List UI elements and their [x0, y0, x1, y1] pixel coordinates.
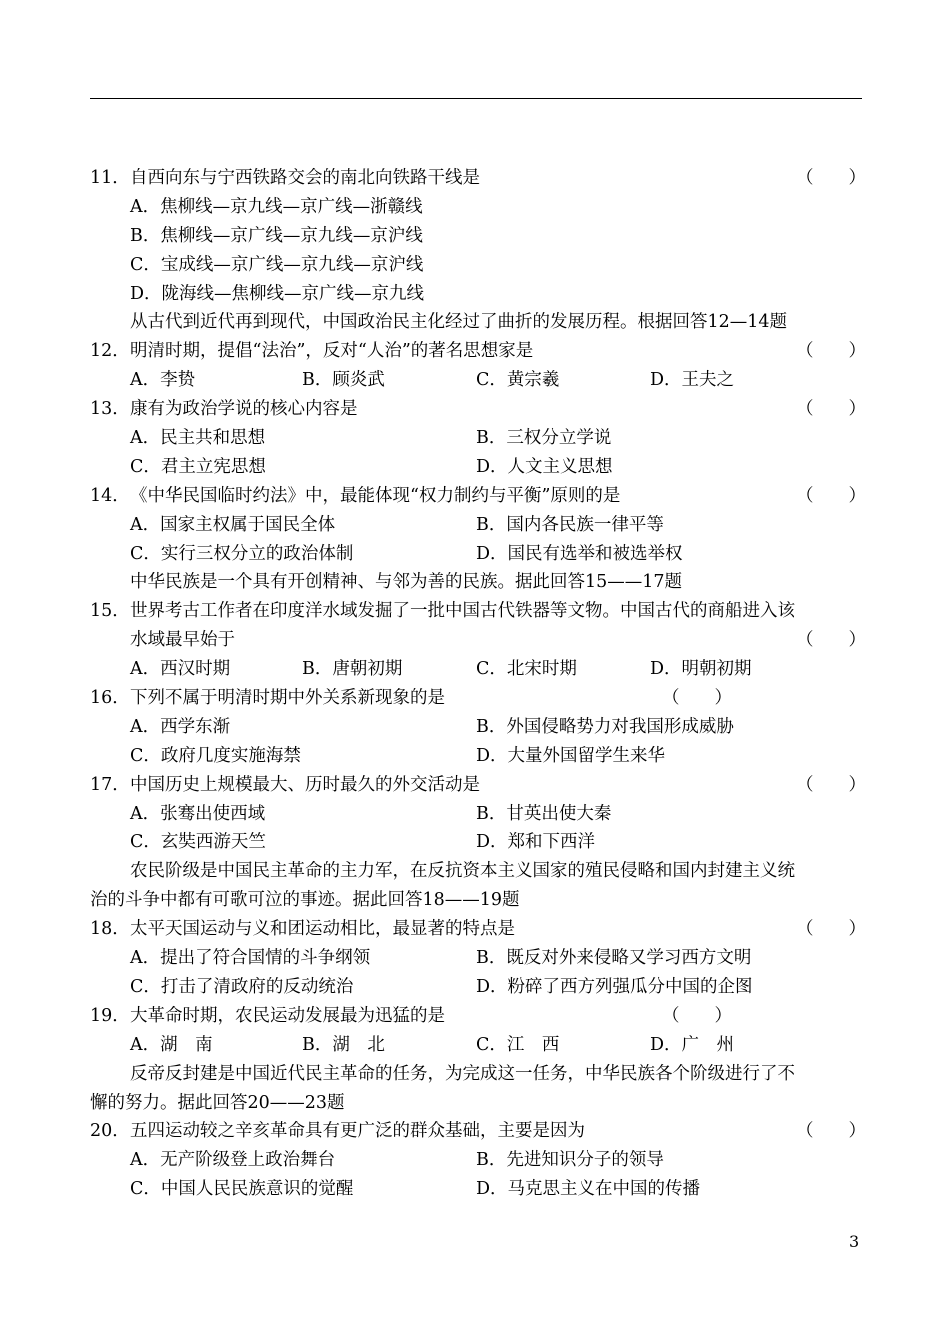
- question-18: [90, 915, 866, 944]
- answer-blank: （ ）: [796, 1121, 866, 1142]
- option-c: C．玄奘西游天竺: [130, 832, 266, 853]
- option-row: [90, 713, 862, 742]
- option-row: [90, 828, 862, 857]
- option-row: [90, 424, 862, 453]
- question-number: 17．: [90, 774, 130, 795]
- section-intro: [90, 1060, 862, 1089]
- question-stem: 明清时期，提倡“法治”，反对“人治”的著名思想家是: [130, 341, 534, 362]
- answer-blank: （ ）: [796, 399, 866, 420]
- option-a: A．焦柳线—京九线—京广线—浙赣线: [130, 196, 423, 217]
- question-number: 11．: [90, 168, 130, 188]
- question-number: 20．: [90, 1121, 130, 1142]
- question-19: [90, 1002, 862, 1031]
- option-a: A．民主共和思想: [130, 428, 266, 449]
- option-row: [90, 193, 862, 222]
- option-row: [90, 511, 862, 540]
- option-c: C．君主立宪思想: [130, 456, 266, 477]
- option-d: D．明朝初期: [650, 659, 752, 680]
- option-b: B．三权分立学说: [476, 428, 612, 449]
- question-number: 18．: [90, 919, 130, 940]
- question-13: [90, 395, 866, 424]
- option-d: D．马克思主义在中国的传播: [476, 1179, 701, 1200]
- answer-blank: （ ）: [796, 774, 866, 795]
- option-d: D．广 州: [650, 1034, 735, 1055]
- answer-blank: （ ）: [796, 630, 866, 651]
- option-row: [90, 222, 862, 251]
- option-row: [90, 280, 862, 309]
- question-12: [90, 337, 866, 366]
- option-d: D．陇海线—焦柳线—京广线—京九线: [130, 283, 425, 304]
- option-c: C．中国人民民族意识的觉醒: [130, 1179, 354, 1200]
- option-b: B．甘英出使大秦: [476, 803, 612, 824]
- section-intro-continued: [90, 1089, 862, 1118]
- section-intro: [90, 857, 862, 886]
- question-16: [90, 684, 862, 713]
- answer-blank: （ ）: [662, 688, 732, 709]
- question-14: [90, 482, 866, 511]
- question-list: [90, 164, 866, 1204]
- question-stem: 中国历史上规模最大、历时最久的外交活动是: [130, 774, 480, 795]
- question-20: [90, 1117, 866, 1146]
- option-d: D．王夫之: [650, 370, 735, 391]
- section-intro: [90, 308, 862, 337]
- option-a: A．西汉时期: [130, 659, 231, 680]
- option-d: D．国民有选举和被选举权: [476, 543, 683, 564]
- option-b: B．唐朝初期: [302, 659, 403, 680]
- option-d: D．大量外国留学生来华: [476, 745, 666, 766]
- question-number: 19．: [90, 1005, 130, 1026]
- option-row: [90, 973, 862, 1002]
- intro-text: 农民阶级是中国民主革命的主力军，在反抗资本主义国家的殖民侵略和国内封建主义统: [130, 861, 795, 882]
- intro-text: 中华民族是一个具有开创精神、与邻为善的民族。据此回答15——17题: [130, 572, 683, 593]
- option-c: C．政府几度实施海禁: [130, 745, 301, 766]
- option-b: B．湖 北: [302, 1034, 385, 1055]
- question-number: 13．: [90, 399, 130, 420]
- option-c: C．打击了清政府的反动统治: [130, 976, 354, 997]
- option-b: B．既反对外来侵略又学习西方文明: [476, 948, 752, 969]
- intro-text: 反帝反封建是中国近代民主革命的任务，为完成这一任务，中华民族各个阶级进行了不: [130, 1063, 795, 1084]
- option-row: [90, 944, 862, 973]
- question-stem: 自西向东与宁西铁路交会的南北向铁路干线是: [130, 168, 480, 188]
- question-15: [90, 597, 862, 626]
- option-a: A．湖 南: [130, 1034, 213, 1055]
- answer-blank: （ ）: [796, 341, 866, 362]
- option-row: [90, 453, 862, 482]
- question-11: [90, 164, 866, 193]
- intro-text-continued: 懈的努力。据此回答20——23题: [90, 1092, 345, 1113]
- section-intro-continued: [90, 886, 862, 915]
- answer-blank: （ ）: [796, 168, 866, 188]
- question-17: [90, 771, 866, 800]
- header-rule: [90, 98, 862, 99]
- option-d: D．郑和下西洋: [476, 832, 596, 853]
- option-d: D．粉碎了西方列强瓜分中国的企图: [476, 976, 753, 997]
- option-b: B．外国侵略势力对我国形成威胁: [476, 716, 734, 737]
- answer-blank: （ ）: [662, 1005, 732, 1026]
- option-a: A．无产阶级登上政治舞台: [130, 1150, 336, 1171]
- question-15-continued: [90, 626, 866, 655]
- option-a: A．西学东渐: [130, 716, 231, 737]
- question-stem: 康有为政治学说的核心内容是: [130, 399, 358, 420]
- intro-text-continued: 治的斗争中都有可歌可泣的事迹。据此回答18——19题: [90, 890, 520, 911]
- option-b: B．先进知识分子的领导: [476, 1150, 664, 1171]
- option-row: [90, 366, 862, 395]
- question-stem: 大革命时期，农民运动发展最为迅猛的是: [130, 1005, 445, 1026]
- option-row: [90, 800, 862, 829]
- answer-blank: （ ）: [796, 485, 866, 506]
- question-stem: 太平天国运动与义和团运动相比，最显著的特点是: [130, 919, 515, 940]
- option-row: [90, 742, 862, 771]
- option-a: A．提出了符合国情的斗争纲领: [130, 948, 371, 969]
- question-number: 12．: [90, 341, 130, 362]
- intro-text: 从古代到近代再到现代，中国政治民主化经过了曲折的发展历程。根据回答12—14题: [130, 312, 788, 333]
- option-b: B．顾炎武: [302, 370, 385, 391]
- option-b: B．焦柳线—京广线—京九线—京沪线: [130, 225, 423, 246]
- option-c: C．黄宗羲: [476, 370, 560, 391]
- question-number: 16．: [90, 688, 130, 709]
- page-number: 3: [849, 1232, 860, 1251]
- option-row: [90, 1175, 862, 1204]
- option-a: A．李贽: [130, 370, 196, 391]
- question-stem: 世界考古工作者在印度洋水域发掘了一批中国古代铁器等文物。中国古代的商船进入该: [130, 601, 795, 622]
- option-row: [90, 655, 862, 684]
- question-stem: 下列不属于明清时期中外关系新现象的是: [130, 688, 445, 709]
- option-d: D．人文主义思想: [476, 456, 613, 477]
- option-a: A．张骞出使西域: [130, 803, 266, 824]
- option-row: [90, 1146, 862, 1175]
- option-c: C．宝成线—京广线—京九线—京沪线: [130, 254, 424, 275]
- option-b: B．国内各民族一律平等: [476, 514, 664, 535]
- option-c: C．江 西: [476, 1034, 560, 1055]
- option-c: C．北宋时期: [476, 659, 577, 680]
- option-row: [90, 251, 862, 280]
- question-stem: 《中华民国临时约法》中，最能体现“权力制约与平衡”原则的是: [130, 485, 621, 506]
- question-stem-continued: 水域最早始于: [130, 630, 235, 651]
- option-c: C．实行三权分立的政治体制: [130, 543, 354, 564]
- question-number: 15．: [90, 601, 130, 622]
- option-row: [90, 540, 862, 569]
- answer-blank: （ ）: [796, 919, 866, 940]
- question-stem: 五四运动较之辛亥革命具有更广泛的群众基础，主要是因为: [130, 1121, 585, 1142]
- question-number: 14．: [90, 485, 130, 506]
- section-intro: [90, 568, 862, 597]
- option-row: [90, 1031, 862, 1060]
- option-a: A．国家主权属于国民全体: [130, 514, 336, 535]
